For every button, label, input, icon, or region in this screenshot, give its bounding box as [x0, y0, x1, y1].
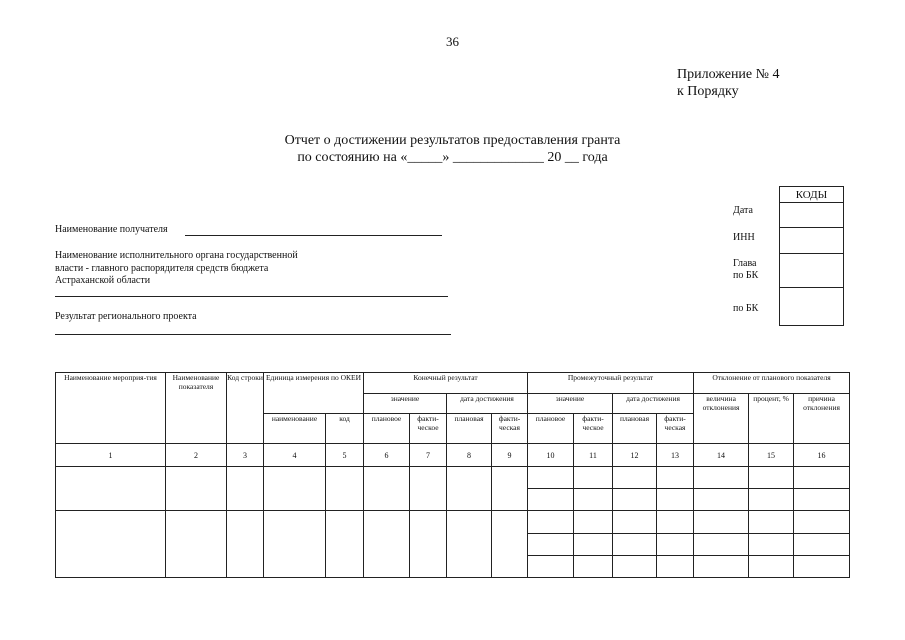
- table-cell[interactable]: [694, 511, 749, 534]
- project-result-line[interactable]: [55, 334, 451, 335]
- header-interim-date: дата достижения: [613, 394, 694, 414]
- table-cell[interactable]: [492, 511, 528, 578]
- header-unit-name: наименование: [264, 414, 326, 444]
- table-cell[interactable]: [694, 467, 749, 489]
- table-cell[interactable]: [410, 511, 447, 578]
- title-line-2: по состоянию на «_____» _____________ 20 __ года: [297, 150, 608, 165]
- header-final-date-actual: факти-ческая: [492, 414, 528, 444]
- column-number: 10: [528, 444, 574, 467]
- table-cell[interactable]: [528, 467, 574, 489]
- authority-label-line-2: власти - главного распорядителя средств бюджета: [55, 262, 269, 274]
- table-cell[interactable]: [657, 511, 694, 534]
- title-line-1: Отчет о достижении результатов предоставления гранта: [284, 133, 621, 148]
- project-result-label: Результат регионального проекта: [55, 311, 197, 322]
- codes-bybk-label: по БК: [733, 303, 759, 314]
- table-cell[interactable]: [794, 489, 850, 511]
- codes-chapter-label: [733, 258, 758, 282]
- document-title: [0, 132, 905, 166]
- header-interim-actual: факти-ческое: [574, 414, 613, 444]
- header-interim-date-planned: плановая: [613, 414, 657, 444]
- table-cell[interactable]: [613, 489, 657, 511]
- table-cell[interactable]: [749, 511, 794, 534]
- table-cell[interactable]: [794, 511, 850, 534]
- table-cell[interactable]: [264, 467, 326, 511]
- table-cell[interactable]: [749, 489, 794, 511]
- table-cell[interactable]: [694, 556, 749, 578]
- column-number: 12: [613, 444, 657, 467]
- table-cell[interactable]: [410, 467, 447, 511]
- header-interim-value: значение: [528, 394, 613, 414]
- recipient-label: Наименование получателя: [55, 224, 168, 235]
- header-interim-result: Промежуточный результат: [528, 373, 694, 394]
- column-number: 2: [166, 444, 227, 467]
- header-deviation: Отклонение от планового показателя: [694, 373, 850, 394]
- header-final-value: значение: [364, 394, 447, 414]
- codes-chapter-line-2: по БК: [733, 270, 759, 281]
- table-cell[interactable]: [657, 467, 694, 489]
- table-cell[interactable]: [574, 467, 613, 489]
- authority-line[interactable]: [55, 296, 448, 297]
- table-cell[interactable]: [326, 511, 364, 578]
- codes-date-cell[interactable]: [779, 203, 844, 228]
- codes-date-label: Дата: [733, 205, 753, 216]
- column-number: 1: [56, 444, 166, 467]
- table-cell[interactable]: [56, 511, 166, 578]
- table-cell[interactable]: [694, 534, 749, 556]
- table-cell[interactable]: [56, 467, 166, 511]
- column-number: 15: [749, 444, 794, 467]
- codes-chapter-line-1: Глава: [733, 258, 757, 269]
- recipient-line[interactable]: [185, 235, 442, 236]
- table-cell[interactable]: [613, 511, 657, 534]
- table-cell[interactable]: [264, 511, 326, 578]
- codes-header: КОДЫ: [779, 186, 844, 203]
- header-unit: Единица измерения по ОКЕИ: [264, 373, 364, 414]
- column-number: 6: [364, 444, 410, 467]
- table-cell[interactable]: [166, 467, 227, 511]
- table-cell[interactable]: [574, 489, 613, 511]
- header-interim-planned: плановое: [528, 414, 574, 444]
- table-cell[interactable]: [749, 534, 794, 556]
- header-final-result: Конечный результат: [364, 373, 528, 394]
- header-row-code: Код строки: [227, 373, 264, 444]
- header-final-date: дата достижения: [447, 394, 528, 414]
- header-dev-value: величина отклонения: [694, 394, 749, 444]
- column-number: 3: [227, 444, 264, 467]
- table-cell[interactable]: [364, 467, 410, 511]
- table-cell[interactable]: [227, 467, 264, 511]
- column-number: 14: [694, 444, 749, 467]
- table-cell[interactable]: [528, 556, 574, 578]
- table-cell[interactable]: [657, 556, 694, 578]
- table-cell[interactable]: [447, 467, 492, 511]
- header-dev-percent: процент, %: [749, 394, 794, 444]
- header-indicator-name: Наименование показателя: [166, 373, 227, 444]
- column-number: 8: [447, 444, 492, 467]
- table-cell[interactable]: [364, 511, 410, 578]
- header-final-date-planned: плановая: [447, 414, 492, 444]
- table-cell[interactable]: [613, 556, 657, 578]
- column-number: 11: [574, 444, 613, 467]
- table-cell[interactable]: [794, 467, 850, 489]
- authority-label-line-3: Астраханской области: [55, 275, 151, 286]
- appendix-note: [677, 66, 780, 100]
- table-cell[interactable]: [749, 556, 794, 578]
- header-event-name: Наименование мероприя-тия: [56, 373, 166, 444]
- table-cell[interactable]: [794, 534, 850, 556]
- table-cell[interactable]: [657, 534, 694, 556]
- column-number: 9: [492, 444, 528, 467]
- column-number: 4: [264, 444, 326, 467]
- table-cell[interactable]: [492, 467, 528, 511]
- header-dev-reason: причина отклонения: [794, 394, 850, 444]
- header-final-planned: плановое: [364, 414, 410, 444]
- codes-bybk-cell[interactable]: [779, 288, 844, 326]
- table-cell[interactable]: [613, 534, 657, 556]
- appendix-line-1: Приложение № 4: [677, 67, 780, 82]
- table-cell[interactable]: [694, 489, 749, 511]
- table-cell[interactable]: [657, 489, 694, 511]
- appendix-line-2: к Порядку: [677, 84, 739, 99]
- page-number: 36: [446, 34, 459, 49]
- authority-label-line-1: Наименование исполнительного органа государственной: [55, 250, 298, 261]
- table-cell[interactable]: [447, 511, 492, 578]
- table-cell[interactable]: [166, 511, 227, 578]
- table-cell[interactable]: [326, 467, 364, 511]
- codes-inn-label: ИНН: [733, 232, 755, 243]
- results-table: [55, 372, 850, 578]
- table-cell[interactable]: [574, 511, 613, 534]
- table-cell[interactable]: [528, 489, 574, 511]
- table-cell[interactable]: [749, 467, 794, 489]
- table-cell[interactable]: [528, 511, 574, 534]
- column-number: 13: [657, 444, 694, 467]
- codes-chapter-cell[interactable]: [779, 254, 844, 288]
- header-unit-code: код: [326, 414, 364, 444]
- column-number: 16: [794, 444, 850, 467]
- table-cell[interactable]: [574, 556, 613, 578]
- header-final-actual: факти-ческое: [410, 414, 447, 444]
- table-cell[interactable]: [794, 556, 850, 578]
- table-cell[interactable]: [574, 534, 613, 556]
- header-interim-date-actual: факти-ческая: [657, 414, 694, 444]
- column-number: 5: [326, 444, 364, 467]
- codes-box: [779, 186, 844, 326]
- column-number: 7: [410, 444, 447, 467]
- authority-label: [55, 250, 298, 288]
- table-cell[interactable]: [613, 467, 657, 489]
- table-cell[interactable]: [528, 534, 574, 556]
- table-cell[interactable]: [227, 511, 264, 578]
- codes-inn-cell[interactable]: [779, 228, 844, 254]
